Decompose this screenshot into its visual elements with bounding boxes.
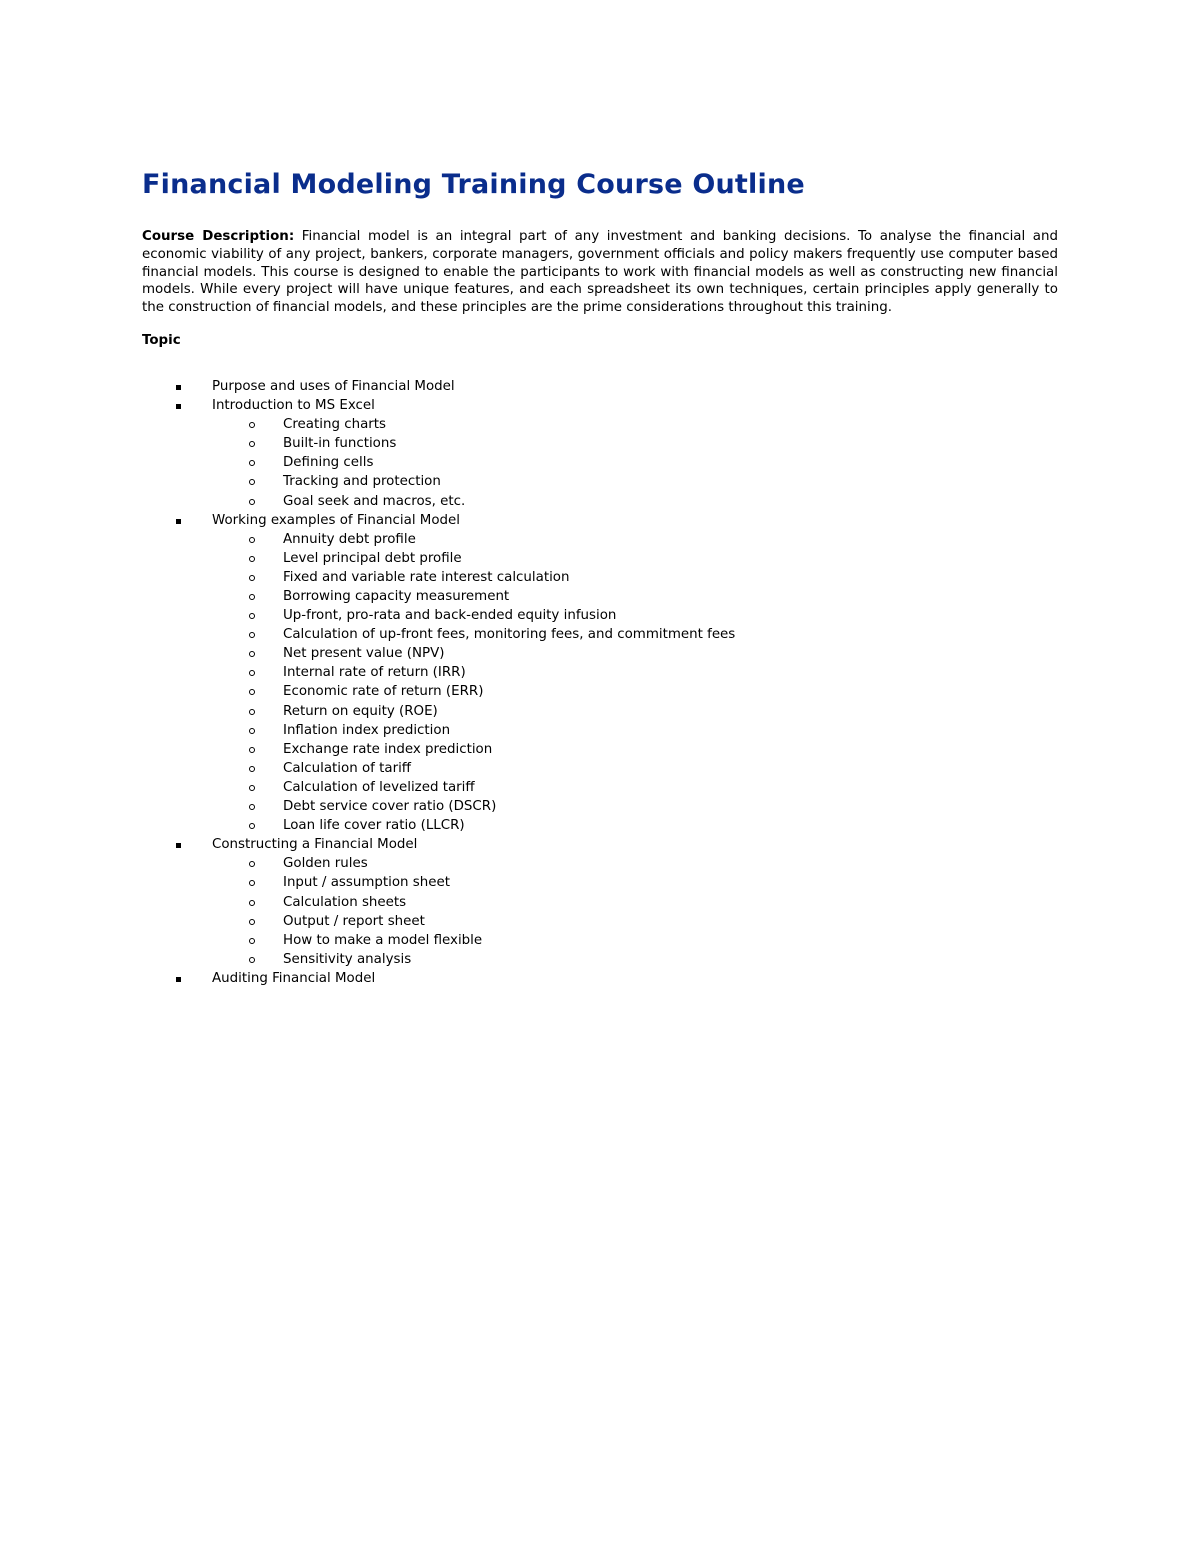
subtopic-item [142, 931, 1058, 950]
topic-label: Auditing Financial Model [212, 970, 376, 986]
circle-bullet-icon [249, 537, 255, 543]
subtopic-label: Tracking and protection [283, 474, 441, 490]
subtopic-label: Sensitivity analysis [283, 951, 412, 967]
subtopic-label: Borrowing capacity measurement [283, 589, 510, 605]
circle-bullet-icon [249, 919, 255, 925]
subtopic-item [142, 797, 1058, 816]
subtopic-label: Calculation of levelized tariff [283, 779, 475, 795]
subtopic-item [142, 912, 1058, 931]
subtopic-label: Exchange rate index prediction [283, 741, 493, 757]
circle-bullet-icon [249, 900, 255, 906]
circle-bullet-icon [249, 766, 255, 772]
subtopic-item [142, 644, 1058, 663]
subtopic-label: Return on equity (ROE) [283, 703, 438, 719]
subtopic-item [142, 415, 1058, 434]
subtopic-item [142, 854, 1058, 873]
topic-label: Constructing a Financial Model [212, 837, 418, 853]
subtopic-label: Net present value (NPV) [283, 646, 445, 662]
subtopic-item [142, 950, 1058, 969]
square-bullet-icon [176, 977, 181, 982]
circle-bullet-icon [249, 728, 255, 734]
subtopic-item [142, 873, 1058, 892]
subtopic-item [142, 587, 1058, 606]
subtopic-item [142, 740, 1058, 759]
circle-bullet-icon [249, 938, 255, 944]
subtopic-label: Calculation of up-front fees, monitoring fees, and commitment fees [283, 627, 736, 643]
circle-bullet-icon [249, 479, 255, 485]
circle-bullet-icon [249, 499, 255, 505]
circle-bullet-icon [249, 785, 255, 791]
square-bullet-icon [176, 843, 181, 848]
subtopic-item [142, 606, 1058, 625]
topic-item [142, 511, 1058, 836]
document-page [142, 168, 1058, 988]
circle-bullet-icon [249, 689, 255, 695]
subtopic-label: Annuity debt profile [283, 531, 416, 547]
subtopic-item [142, 663, 1058, 682]
circle-bullet-icon [249, 823, 255, 829]
subtopic-label: Calculation of tariff [283, 760, 412, 776]
circle-bullet-icon [249, 651, 255, 657]
topic-item [142, 396, 1058, 511]
subtopic-list [212, 415, 1058, 510]
subtopic-item [142, 453, 1058, 472]
subtopic-label: Input / assumption sheet [283, 875, 450, 891]
subtopic-item [142, 759, 1058, 778]
subtopic-item [142, 702, 1058, 721]
topic-heading: Topic [142, 332, 181, 348]
circle-bullet-icon [249, 957, 255, 963]
square-bullet-icon [176, 385, 181, 390]
subtopic-label: Defining cells [283, 455, 374, 471]
subtopic-item [142, 434, 1058, 453]
subtopic-label: Output / report sheet [283, 913, 425, 929]
topic-label: Introduction to MS Excel [212, 398, 375, 414]
topic-item [142, 969, 1058, 988]
circle-bullet-icon [249, 861, 255, 867]
topic-list [142, 377, 1058, 988]
topic-item [142, 835, 1058, 969]
subtopic-item [142, 816, 1058, 835]
subtopic-item [142, 778, 1058, 797]
subtopic-item [142, 549, 1058, 568]
subtopic-item [142, 893, 1058, 912]
subtopic-label: Built-in functions [283, 436, 397, 452]
course-description-label: Course Description: [142, 229, 295, 244]
subtopic-list [212, 854, 1058, 969]
subtopic-label: How to make a model flexible [283, 932, 483, 948]
subtopic-label: Level principal debt profile [283, 550, 462, 566]
topic-label: Purpose and uses of Financial Model [212, 378, 455, 394]
circle-bullet-icon [249, 460, 255, 466]
subtopic-item [142, 568, 1058, 587]
subtopic-label: Creating charts [283, 417, 387, 433]
subtopic-label: Inflation index prediction [283, 722, 451, 738]
circle-bullet-icon [249, 880, 255, 886]
subtopic-label: Economic rate of return (ERR) [283, 684, 484, 700]
circle-bullet-icon [249, 632, 255, 638]
square-bullet-icon [176, 404, 181, 409]
subtopic-item [142, 625, 1058, 644]
circle-bullet-icon [249, 422, 255, 428]
square-bullet-icon [176, 519, 181, 524]
document-title: Financial Modeling Training Course Outline [142, 169, 805, 200]
subtopic-item [142, 472, 1058, 491]
circle-bullet-icon [249, 747, 255, 753]
subtopic-item [142, 721, 1058, 740]
circle-bullet-icon [249, 594, 255, 600]
circle-bullet-icon [249, 441, 255, 447]
subtopic-item [142, 682, 1058, 701]
subtopic-label: Internal rate of return (IRR) [283, 665, 466, 681]
course-description [142, 228, 1058, 317]
circle-bullet-icon [249, 670, 255, 676]
circle-bullet-icon [249, 709, 255, 715]
course-description-text: Financial model is an integral part of any investment and banking decisions. To analyse the financial and economic viability of any project, bankers, corporate managers, government officials and policy makers frequently use computer based financial models. This course is designed to enable the participants to work with financial models as well as constructing new financial models. While every project will have unique features, and each spreadsheet its own techniques, certain principles apply generally to the construction of financial models, and these principles are the prime considerations throughout this training. [142, 229, 1058, 316]
subtopic-item [142, 492, 1058, 511]
subtopic-item [142, 530, 1058, 549]
subtopic-list [212, 530, 1058, 836]
subtopic-label: Fixed and variable rate interest calculation [283, 569, 570, 585]
subtopic-label: Golden rules [283, 856, 368, 872]
subtopic-label: Loan life cover ratio (LLCR) [283, 818, 465, 834]
subtopic-label: Debt service cover ratio (DSCR) [283, 799, 497, 815]
circle-bullet-icon [249, 556, 255, 562]
topic-label: Working examples of Financial Model [212, 512, 460, 528]
circle-bullet-icon [249, 613, 255, 619]
subtopic-label: Goal seek and macros, etc. [283, 493, 466, 509]
subtopic-label: Up-front, pro-rata and back-ended equity infusion [283, 608, 617, 624]
circle-bullet-icon [249, 804, 255, 810]
subtopic-label: Calculation sheets [283, 894, 407, 910]
circle-bullet-icon [249, 575, 255, 581]
topic-item [142, 377, 1058, 396]
